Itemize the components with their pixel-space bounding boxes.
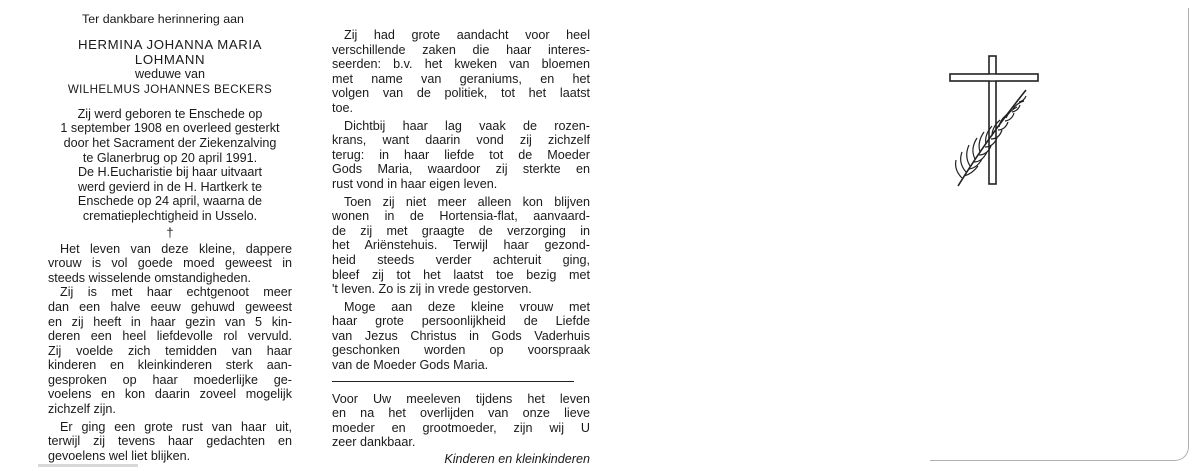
text-line: het Ariënstehuis. Terwijl haar gezond- (332, 238, 590, 253)
bio-line: crematieplechtigheid in Usselo. (82, 208, 258, 223)
text-line: wonen in de Hortensia-flat, aanvaard- (332, 209, 590, 224)
text-line: de zij met graagte de verzorging in (332, 223, 590, 238)
text-line: zeer dankbaar. (332, 435, 416, 450)
divider-rule (332, 381, 574, 382)
text-line: en zij heeft in haar gezin van 5 kin- (48, 314, 292, 329)
text-line: volgen van de politiek, tot het laatst (332, 86, 590, 101)
text-line: Zij had grote aandacht voor heel (344, 28, 590, 42)
text-line: verschillende zaken die haar interes- (332, 42, 590, 57)
bio-line: Enschede op 24 april, waarna de (77, 194, 263, 209)
memorial-card-middle-panel (310, 0, 600, 471)
paragraph-1 (48, 242, 292, 286)
intro-line: Ter dankbare herinnering aan (82, 12, 244, 26)
small-cross-icon: † (166, 224, 174, 240)
text-line: krans, want daarin vond zij zichzelf (332, 133, 590, 148)
widow-of-label: weduwe van (134, 66, 205, 81)
text-line: Voor Uw meeleven tijdens het leven (332, 391, 590, 406)
biography-block (48, 107, 292, 224)
deceased-name-line-2: LOHMANN (134, 51, 206, 67)
text-line: kinderen en kleinkinderen sterk aan- (48, 358, 292, 373)
text-line: terwijl zij tevens haar gedachten en (48, 434, 292, 449)
text-line: Gods Maria, waardoor zij sterkte en (332, 162, 590, 177)
scan-artifact (38, 464, 138, 467)
text-line: Het leven van deze kleine, dappere (60, 241, 292, 256)
text-line: rust vond in haar eigen leven. (332, 176, 498, 191)
text-line: terug: in haar liefde tot de Moeder (332, 147, 590, 162)
text-line: Toen zij niet meer alleen kon blijven (344, 194, 590, 209)
text-line: met name van geraniums, en het (332, 71, 590, 86)
memorial-card-left-panel (0, 0, 310, 471)
text-line: vrouw is vol goede moed geweest in (48, 256, 292, 271)
text-line: seerden: b.v. het kweken van bloemen (332, 57, 590, 72)
text-line: bleef zij tot het laatst toe bezig met (332, 267, 590, 282)
bio-line: werd gevierd in de H. Hartkerk te (77, 179, 263, 194)
cross-with-palm-icon (944, 50, 1044, 190)
text-line: gesproken op haar moederlijke ge- (48, 372, 292, 387)
paragraph-rosary (332, 119, 590, 192)
bio-line: te Glanerbrug op 20 april 1991. (82, 150, 258, 165)
paragraph-3 (48, 420, 292, 464)
text-line: haar grote persoonlijkheid de Liefde (332, 314, 590, 329)
text-line: Er ging een grote rust van haar uit, (60, 419, 292, 434)
text-line: Zij is met haar echtgenoot meer (60, 285, 292, 300)
text-line: Dichtbij haar lag vaak de rozen- (344, 118, 590, 133)
card-front (930, 8, 1189, 461)
bio-line: 1 september 1908 en overleed gesterkt (60, 121, 280, 136)
bio-line: Zij werd geboren te Enschede op (77, 106, 263, 121)
text-line: zichzelf zijn. (48, 402, 116, 417)
text-line: Moge aan deze kleine vrouw met (344, 299, 590, 314)
paragraph-care-home (332, 195, 590, 297)
text-line: dan een halve eeuw gehuwd geweest (48, 299, 292, 314)
bio-line: door het Sacrament der Ziekenzalving (63, 135, 277, 150)
deceased-name-line-1: HERMINA JOHANNA MARIA (77, 36, 263, 52)
text-line: toe. (332, 100, 354, 115)
text-line: van de Moeder Gods Maria. (332, 358, 489, 373)
text-line: voelens en kon daarin zoveel mogelijk (48, 387, 292, 402)
paragraph-prayer (332, 300, 590, 373)
paragraph-interests (332, 28, 590, 116)
spouse-name: WILHELMUS JOHANNES BECKERS (67, 83, 273, 97)
middle-column (332, 28, 590, 467)
text-line: steeds wisselende omstandigheden. (48, 270, 252, 285)
text-line: Zij voelde zich temidden van haar (48, 343, 292, 358)
text-line: geschonken worden op voorspraak (332, 343, 590, 358)
text-line: en na het overlijden van onze lieve (332, 406, 590, 421)
bio-line: De H.Eucharistie bij haar uitvaart (77, 165, 263, 180)
left-column (48, 12, 292, 463)
text-line: van Jezus Christus in Gods Vaderhuis (332, 328, 590, 343)
text-line: 't leven. Zo is zij in vrede gestorven. (332, 282, 532, 297)
text-line: heid steeds verder achteruit ging, (332, 252, 590, 267)
signature: Kinderen en kleinkinderen (444, 452, 590, 467)
thanks-block (332, 392, 590, 450)
paragraph-2 (48, 285, 292, 416)
text-line: gevoelens wel liet blijken. (48, 448, 191, 463)
text-line: deren een heel liefdevolle rol vervuld. (48, 329, 292, 344)
text-line: moeder en grootmoeder, zijn wij U (332, 420, 590, 435)
